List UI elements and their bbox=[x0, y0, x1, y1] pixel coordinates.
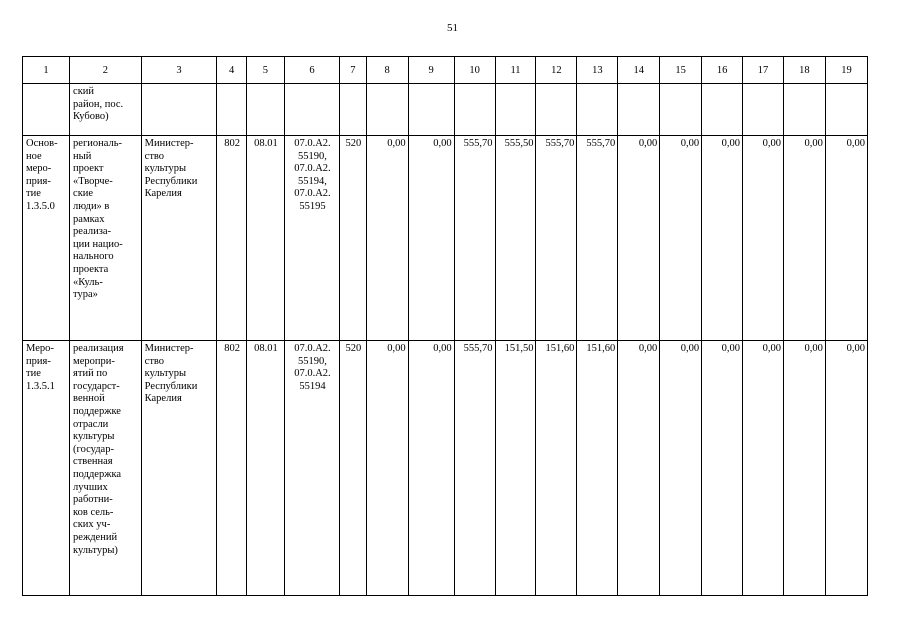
cell-section: 08.01 bbox=[247, 341, 285, 596]
cell-value bbox=[743, 84, 784, 136]
cell-section bbox=[247, 84, 285, 136]
cell-value: 555,70 bbox=[454, 136, 495, 341]
cell-value bbox=[618, 84, 660, 136]
column-header: 9 bbox=[408, 57, 454, 84]
cell-expense-type bbox=[340, 84, 367, 136]
column-header: 1 bbox=[23, 57, 70, 84]
cell-section: 08.01 bbox=[247, 136, 285, 341]
column-header: 10 bbox=[454, 57, 495, 84]
cell-value: 555,70 bbox=[577, 136, 618, 341]
column-header: 7 bbox=[340, 57, 367, 84]
cell-value: 0,00 bbox=[702, 341, 743, 596]
column-header: 2 bbox=[70, 57, 142, 84]
column-header: 14 bbox=[618, 57, 660, 84]
cell-value: 0,00 bbox=[825, 136, 867, 341]
page-number: 51 bbox=[447, 22, 458, 34]
cell-grbs: 802 bbox=[217, 136, 247, 341]
cell-value: 0,00 bbox=[618, 136, 660, 341]
cell-code: Меро- прия- тие 1.3.5.1 bbox=[23, 341, 70, 596]
column-header: 8 bbox=[366, 57, 408, 84]
cell-value: 555,70 bbox=[454, 341, 495, 596]
cell-value bbox=[783, 84, 825, 136]
cell-value: 0,00 bbox=[825, 341, 867, 596]
column-header: 13 bbox=[577, 57, 618, 84]
cell-executor: Министер- ство культуры Республики Карелия bbox=[141, 136, 217, 341]
column-header: 19 bbox=[825, 57, 867, 84]
cell-name: реализация меропри- ятий по государст- венной поддержке отрасли культуры (государ- ственная поддержка лучших работни- ков сель- ских уч- реждений культуры) bbox=[70, 341, 142, 596]
cell-grbs bbox=[217, 84, 247, 136]
cell-executor: Министер- ство культуры Республики Карелия bbox=[141, 341, 217, 596]
cell-value: 0,00 bbox=[660, 136, 702, 341]
table-row-continuation bbox=[23, 84, 868, 136]
cell-value: 0,00 bbox=[408, 341, 454, 596]
cell-code bbox=[23, 84, 70, 136]
cell-expense-type: 520 bbox=[340, 341, 367, 596]
cell-name: ский район, пос. Кубово) bbox=[70, 84, 142, 136]
column-header: 18 bbox=[783, 57, 825, 84]
column-header: 4 bbox=[217, 57, 247, 84]
column-header: 16 bbox=[702, 57, 743, 84]
cell-target-article: 07.0.А2. 55190, 07.0.А2. 55194, 07.0.А2. 55195 bbox=[284, 136, 339, 341]
cell-value bbox=[825, 84, 867, 136]
cell-value: 0,00 bbox=[783, 136, 825, 341]
cell-value: 555,70 bbox=[536, 136, 577, 341]
cell-value: 0,00 bbox=[408, 136, 454, 341]
cell-value bbox=[454, 84, 495, 136]
column-header: 5 bbox=[247, 57, 285, 84]
cell-value: 0,00 bbox=[702, 136, 743, 341]
cell-value: 0,00 bbox=[743, 136, 784, 341]
table-header-row bbox=[23, 57, 868, 84]
table-row bbox=[23, 136, 868, 341]
cell-grbs: 802 bbox=[217, 341, 247, 596]
cell-target-article bbox=[284, 84, 339, 136]
cell-code: Основ- ное меро- прия- тие 1.3.5.0 bbox=[23, 136, 70, 341]
column-header: 17 bbox=[743, 57, 784, 84]
cell-value: 555,50 bbox=[495, 136, 536, 341]
cell-value: 0,00 bbox=[618, 341, 660, 596]
cell-value bbox=[408, 84, 454, 136]
cell-value: 151,60 bbox=[577, 341, 618, 596]
cell-value: 0,00 bbox=[743, 341, 784, 596]
cell-value bbox=[577, 84, 618, 136]
cell-value: 0,00 bbox=[783, 341, 825, 596]
column-header: 3 bbox=[141, 57, 217, 84]
budget-table bbox=[22, 56, 868, 596]
cell-name: региональ- ный проект «Творче- ские люди» в рамках реализа- ции нацио- нального проекта «Куль- тура» bbox=[70, 136, 142, 341]
cell-value: 151,50 bbox=[495, 341, 536, 596]
cell-value: 151,60 bbox=[536, 341, 577, 596]
column-header: 11 bbox=[495, 57, 536, 84]
table-row bbox=[23, 341, 868, 596]
cell-target-article: 07.0.А2. 55190, 07.0.А2. 55194 bbox=[284, 341, 339, 596]
cell-value bbox=[536, 84, 577, 136]
column-header: 15 bbox=[660, 57, 702, 84]
cell-value bbox=[702, 84, 743, 136]
cell-value bbox=[366, 84, 408, 136]
cell-value bbox=[495, 84, 536, 136]
cell-value: 0,00 bbox=[366, 136, 408, 341]
cell-value: 0,00 bbox=[660, 341, 702, 596]
column-header: 12 bbox=[536, 57, 577, 84]
cell-value: 0,00 bbox=[366, 341, 408, 596]
column-header: 6 bbox=[284, 57, 339, 84]
cell-value bbox=[660, 84, 702, 136]
cell-executor bbox=[141, 84, 217, 136]
cell-expense-type: 520 bbox=[340, 136, 367, 341]
